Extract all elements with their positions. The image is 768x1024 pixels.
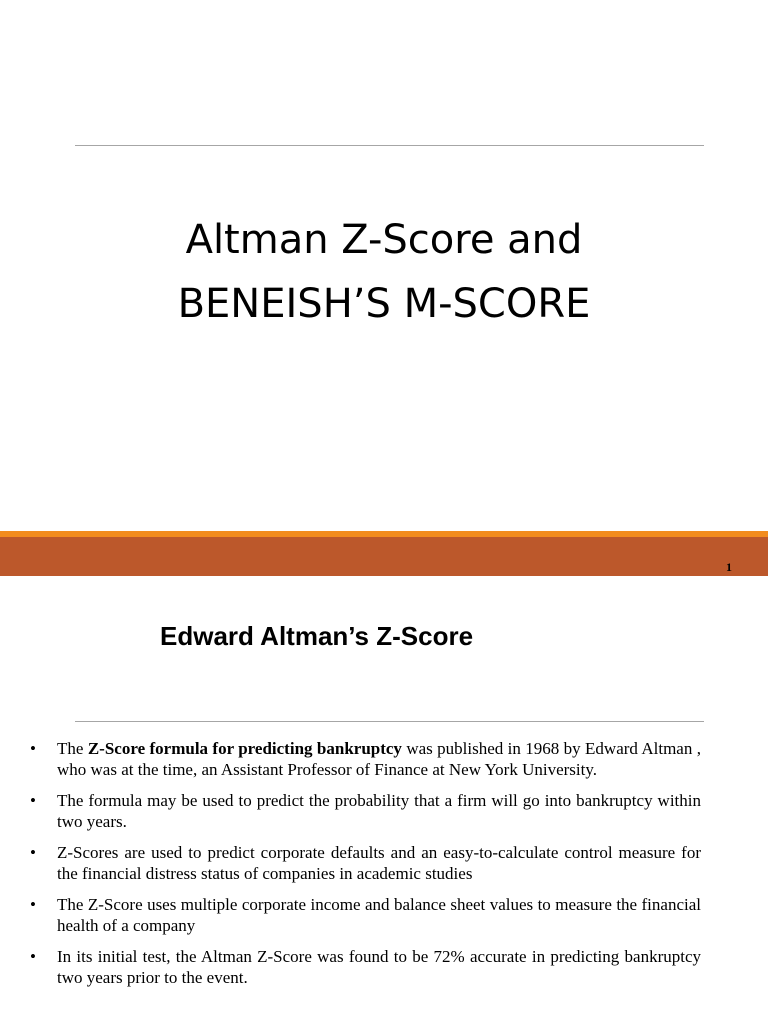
section-title: Edward Altman’s Z-Score xyxy=(160,621,474,651)
bullet-text: The Z-Score uses multiple corporate income and balance sheet values to measure the financial health of a company xyxy=(57,895,701,935)
bullet-item xyxy=(30,842,701,884)
top-divider xyxy=(75,145,704,146)
bullet-item xyxy=(30,790,701,832)
footer-band xyxy=(0,537,768,576)
bullet-dot-icon: • xyxy=(30,895,36,914)
bullet-item xyxy=(30,894,701,936)
section-divider xyxy=(75,721,704,722)
slide-title-line-1: Altman Z-Score and xyxy=(185,217,583,263)
bullet-text: Z-Scores are used to predict corporate defaults and an easy-to-calculate control measure for the financial distress status of companies in academic studies xyxy=(57,843,701,883)
bullet-dot-icon: • xyxy=(30,947,36,966)
bullet-dot-icon: • xyxy=(30,739,36,758)
bullet-text: The formula may be used to predict the probability that a firm will go into bankruptcy within two years. xyxy=(57,791,701,831)
bullet-text: In its initial test, the Altman Z-Score was found to be 72% accurate in predicting bankruptcy two years prior to the event. xyxy=(57,947,701,987)
bullet-dot-icon: • xyxy=(30,843,36,862)
bullet-item xyxy=(30,738,701,780)
slide-title xyxy=(0,208,768,336)
bullet-list xyxy=(30,738,701,998)
bullet-dot-icon: • xyxy=(30,791,36,810)
content-slide xyxy=(0,576,768,1024)
slide-title-line-2: BENEISH’S M-SCORE xyxy=(177,281,591,327)
bullet-text-continued: was published in 1968 by Edward Altman , who was at the time, an Assistant Professor of Finance at New York University. xyxy=(57,739,701,779)
bullet-text: The xyxy=(57,739,88,758)
bullet-emphasis: Z-Score formula for predicting bankruptcy xyxy=(87,739,402,758)
bullet-item xyxy=(30,946,701,988)
page-number: 1 xyxy=(726,560,732,574)
